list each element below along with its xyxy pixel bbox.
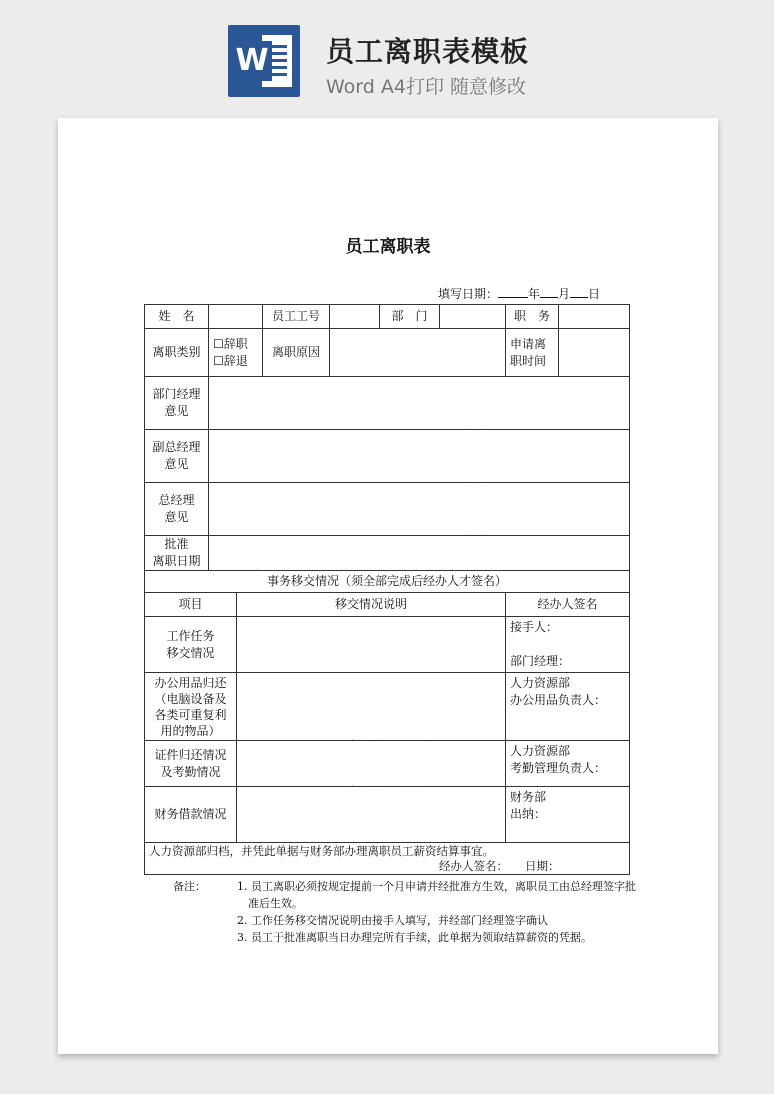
document-page bbox=[58, 118, 718, 1054]
handler-task[interactable]: 接手人： 部门经理： bbox=[506, 617, 630, 673]
fill-date-day: 日 bbox=[588, 287, 601, 301]
handler-finance[interactable]: 财务部 出纳： bbox=[506, 787, 630, 843]
head-item: 项目 bbox=[145, 593, 237, 617]
date-label: 日期： bbox=[525, 858, 560, 873]
item-finance: 财务借款情况 bbox=[145, 787, 237, 843]
dept-manager-opinion[interactable] bbox=[209, 377, 630, 430]
desc-task[interactable] bbox=[237, 617, 506, 673]
fill-date-month: 月 bbox=[558, 287, 571, 301]
note-item: 备注： 1. 员工离职必须按规定提前一个月申请并经批准方生效，离职员工由总经理签字批准后生效。 bbox=[173, 880, 636, 910]
label-name: 姓 名 bbox=[145, 305, 209, 329]
apply-time-line1: 申请离 bbox=[510, 336, 547, 351]
document-title: 员工离职表 bbox=[345, 237, 431, 257]
option-dismiss[interactable]: ☐辞退 bbox=[213, 353, 248, 368]
archive-row bbox=[145, 843, 630, 875]
handover-title: 事务移交情况（须全部完成后经办人才签名） bbox=[145, 571, 630, 593]
field-reason[interactable] bbox=[330, 329, 506, 377]
handler-office-supplies[interactable]: 人力资源部 办公用品负责人： bbox=[506, 673, 630, 741]
logo-letter: W bbox=[232, 41, 272, 81]
label-approve-date: 批准 离职日期 bbox=[145, 536, 209, 571]
approver-sign-label bbox=[433, 568, 505, 571]
handler-certificates[interactable]: 人力资源部 考勤管理负责人： bbox=[506, 741, 630, 787]
desc-certificates[interactable] bbox=[237, 741, 506, 787]
item-task: 工作任务 移交情况 bbox=[145, 617, 237, 673]
field-dept[interactable] bbox=[440, 305, 506, 329]
debt-note bbox=[393, 840, 501, 843]
desc-finance[interactable] bbox=[237, 787, 506, 843]
page-header bbox=[0, 0, 774, 118]
label-position: 职 务 bbox=[506, 305, 559, 329]
field-emp-id[interactable] bbox=[330, 305, 380, 329]
approve-ymd bbox=[253, 568, 369, 571]
label-vp: 副总经理 意见 bbox=[145, 430, 209, 483]
header-subtitle: Word A4打印 随意修改 bbox=[326, 76, 527, 98]
word-logo-icon bbox=[228, 25, 300, 97]
vp-opinion[interactable] bbox=[209, 430, 630, 483]
gm-opinion[interactable] bbox=[209, 483, 630, 536]
item-certificates: 证件归还情况 及考勤情况 bbox=[145, 741, 237, 787]
label-reason: 离职原因 bbox=[263, 329, 330, 377]
label-emp-id: 员工工号 bbox=[263, 305, 330, 329]
apply-time-line2: 职时间 bbox=[510, 353, 547, 368]
field-apply-time[interactable] bbox=[559, 329, 630, 377]
label-type: 离职类别 bbox=[145, 329, 209, 377]
item-office-supplies: 办公用品归还 （电脑设备及 各类可重复利 用的物品） bbox=[145, 673, 237, 741]
header-title: 员工离职表模板 bbox=[326, 35, 530, 68]
label-gm: 总经理 意见 bbox=[145, 483, 209, 536]
date-label bbox=[551, 568, 587, 571]
fill-date bbox=[438, 285, 600, 302]
head-handler: 经办人签名 bbox=[506, 593, 630, 617]
label-dept-manager: 部门经理 意见 bbox=[145, 377, 209, 430]
field-name[interactable] bbox=[209, 305, 263, 329]
field-position[interactable] bbox=[559, 305, 630, 329]
notes bbox=[173, 878, 643, 946]
handler-sign-label: 经办人签名： bbox=[439, 858, 508, 873]
fill-date-label: 填写日期： bbox=[438, 287, 499, 301]
archive-text: 人力资源部归档，并凭此单据与财务部办理离职员工薪资结算事宜。 bbox=[149, 843, 494, 858]
resignation-form bbox=[144, 304, 630, 875]
approve-date-field[interactable] bbox=[209, 536, 630, 571]
desc-office-supplies[interactable] bbox=[237, 673, 506, 741]
note-item: 2. 工作任务移交情况说明由接手人填写，并经部门经理签字确认 bbox=[237, 914, 548, 927]
option-resign[interactable]: ☐辞职 bbox=[213, 336, 248, 351]
fill-date-year: 年 bbox=[528, 287, 541, 301]
note-item: 3. 员工于批准离职当日办理完所有手续，此单据为领取结算薪资的凭据。 bbox=[237, 931, 592, 944]
type-options bbox=[209, 329, 263, 377]
label-dept: 部 门 bbox=[380, 305, 440, 329]
notes-label: 备注： bbox=[173, 880, 206, 893]
label-apply-time bbox=[506, 329, 559, 377]
head-desc: 移交情况说明 bbox=[237, 593, 506, 617]
